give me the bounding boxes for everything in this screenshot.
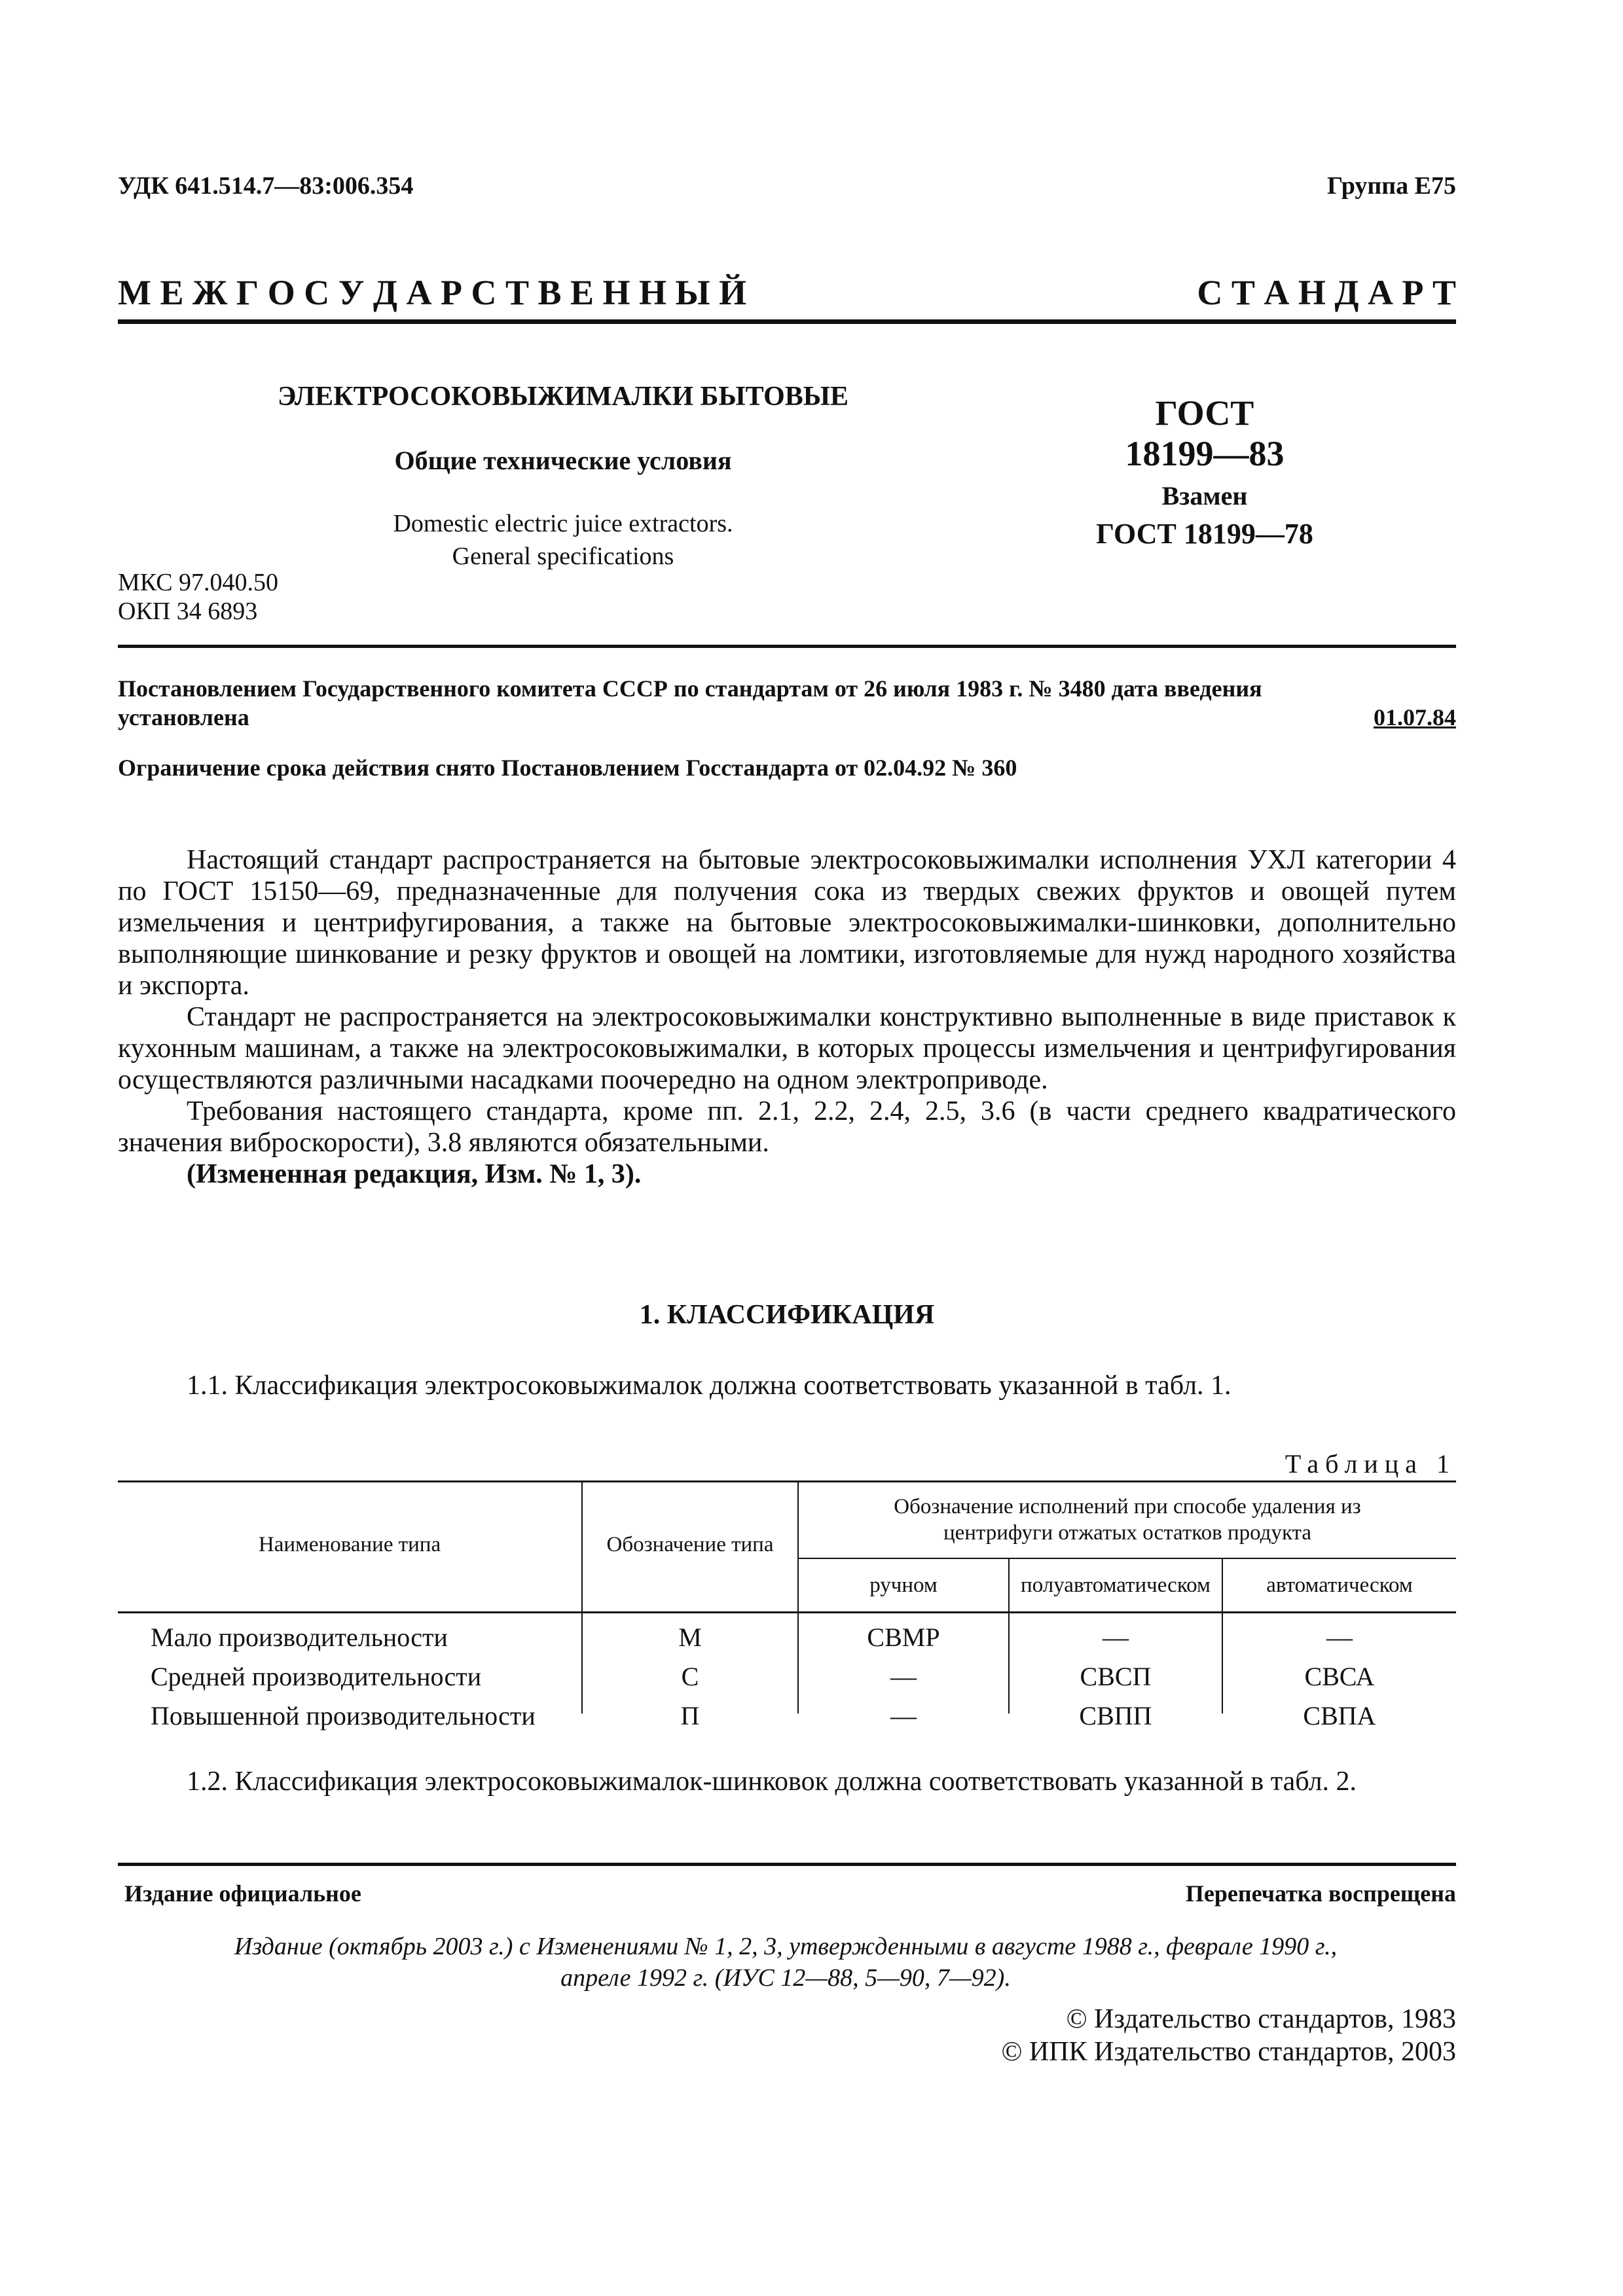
- banner-word-standard: С Т А Н Д А Р Т: [1197, 273, 1456, 312]
- english-title: [236, 507, 890, 573]
- table-cell-designation: П: [680, 1701, 700, 1731]
- reprint-notice: Перепечатка воспрещена: [1185, 1880, 1456, 1907]
- table-top-rule: [118, 1480, 1456, 1482]
- edition-note: [131, 1931, 1440, 1994]
- table-cell-name: Мало производительности: [151, 1623, 448, 1652]
- clause-1-1: 1.1. Классификация электросоковыжималок должна соответствовать указанной в табл. 1.: [187, 1371, 1231, 1401]
- section-title-classification: 1. КЛАССИФИКАЦИЯ: [639, 1300, 935, 1330]
- header-rule: [118, 319, 1456, 324]
- gost-designation: [1048, 393, 1362, 554]
- banner-word-interstate: М Е Ж Г О С У Д А Р С Т В Е Н Н Ы Й: [118, 273, 747, 312]
- table-cell-auto: СВПА: [1303, 1701, 1376, 1731]
- decree-line2-row: [118, 703, 1456, 732]
- group-code: Группа Е75: [1326, 172, 1456, 200]
- copyright-1983: © Издательство стандартов, 1983: [1066, 2004, 1456, 2034]
- header-semi-automatic: полуавтоматическом: [1021, 1573, 1211, 1597]
- table-cell-manual: —: [890, 1701, 917, 1731]
- replaces-standard: ГОСТ 18199—78: [1096, 518, 1313, 550]
- table-cell-auto: СВСА: [1304, 1662, 1375, 1691]
- footer-rule: [118, 1863, 1456, 1866]
- table-cell-auto: —: [1326, 1623, 1353, 1652]
- header-manual: ручном: [869, 1573, 938, 1597]
- official-edition-label: Издание официальное: [124, 1880, 361, 1907]
- replaces-label: Взамен: [1161, 481, 1248, 511]
- decree-line1: Постановлением Государственного комитета СССР по стандартам от 26 июля 1983 г. № 3480 дата введения: [118, 675, 1262, 702]
- okp-code: ОКП 34 6893: [118, 598, 258, 625]
- classification-codes: [118, 568, 278, 626]
- table-cell-designation: М: [678, 1623, 702, 1652]
- document-title: ЭЛЕКТРОСОКОВЫЖИМАЛКИ БЫТОВЫЕ: [277, 382, 849, 412]
- table-cell-semi: —: [1103, 1623, 1129, 1652]
- table-cell-semi: СВСП: [1080, 1662, 1152, 1691]
- edition-note-line1: Издание (октябрь 2003 г.) с Изменениями № 1, 2, 3, утвержденными в августе 1988 г., феврале 1990 г.,: [234, 1933, 1338, 1960]
- copyright-2003: © ИПК Издательство стандартов, 2003: [1001, 2037, 1456, 2067]
- header-execution-group-line1: Обозначение исполнений при способе удаления из: [894, 1495, 1361, 1518]
- table-subheader-rule: [797, 1558, 1456, 1559]
- paragraph-scope: Настоящий стандарт распространяется на бытовые электросоковыжималки исполнения УХЛ категории 4 по ГОСТ 15150—69, предназначенные для получения сока из твердых свежих фруктов и овощей путем измельчения и центрифугирования, а также на бытовые электросоковыжималки-шинковки, дополнительно выполняющие шинкование и резку фруктов и овощей на ломтики, изготовляемые для нужд народного хозяйства и экспорта.: [118, 845, 1456, 1001]
- table-caption: Таблица 1: [1285, 1449, 1456, 1479]
- title-rule: [118, 645, 1456, 648]
- decree-line2: установлена: [118, 704, 249, 730]
- udk-code: УДК 641.514.7—83:006.354: [118, 172, 414, 200]
- header-type-name: Наименование типа: [258, 1533, 441, 1556]
- gost-number: 18199—83: [1125, 434, 1285, 473]
- table-cell-name: Повышенной производительности: [151, 1701, 536, 1731]
- amendment-note: (Измененная редакция, Изм. № 1, 3).: [187, 1159, 642, 1189]
- table-cell-semi: СВПП: [1079, 1701, 1152, 1731]
- standard-banner: [118, 272, 1456, 313]
- edition-note-line2: апреле 1992 г. (ИУС 12—88, 5—90, 7—92).: [560, 1964, 1011, 1992]
- paragraph-requirements: Требования настоящего стандарта, кроме пп. 2.1, 2.2, 2.4, 2.5, 3.6 (в части среднего квадратического значения виброскорости), 3.8 являются обязательными.: [118, 1096, 1456, 1158]
- table-header-rule: [118, 1611, 1456, 1613]
- clause-1-2: 1.2. Классификация электросоковыжималок-шинковок должна соответствовать указанной в табл. 2.: [187, 1767, 1357, 1797]
- introduction-date: 01.07.84: [1374, 704, 1456, 730]
- copyright-block: [1001, 2003, 1456, 2068]
- decree-block: [118, 674, 1456, 732]
- english-title-line1: Domestic electric juice extractors.: [393, 510, 733, 537]
- document-subtitle: Общие технические условия: [394, 446, 732, 475]
- header-type-designation: Обозначение типа: [606, 1533, 774, 1556]
- header-execution-group-line2: центрифуги отжатых остатков продукта: [943, 1521, 1312, 1545]
- introduction-text: [118, 844, 1456, 1190]
- paragraph-exclusions: Стандарт не распространяется на электросоковыжималки конструктивно выполненные в виде приставок к кухонным машинам, а также на электросоковыжималки, в которых процессы измельчения и центрифугирования осуществляются различными насадками поочередно на одном электроприводе.: [118, 1002, 1456, 1095]
- mks-code: МКС 97.040.50: [118, 569, 279, 596]
- table-cell-manual: —: [890, 1662, 917, 1691]
- gost-label: ГОСТ: [1155, 393, 1254, 433]
- limitation-note: Ограничение срока действия снято Постановлением Госстандарта от 02.04.92 № 360: [118, 755, 1017, 781]
- english-title-line2: General specifications: [452, 543, 674, 570]
- table-cell-name: Средней производительности: [151, 1662, 482, 1691]
- table-cell-manual: СВМР: [867, 1623, 940, 1652]
- header-automatic: автоматическом: [1266, 1573, 1413, 1597]
- header-execution-group: [799, 1494, 1456, 1546]
- table-cell-designation: С: [681, 1662, 699, 1691]
